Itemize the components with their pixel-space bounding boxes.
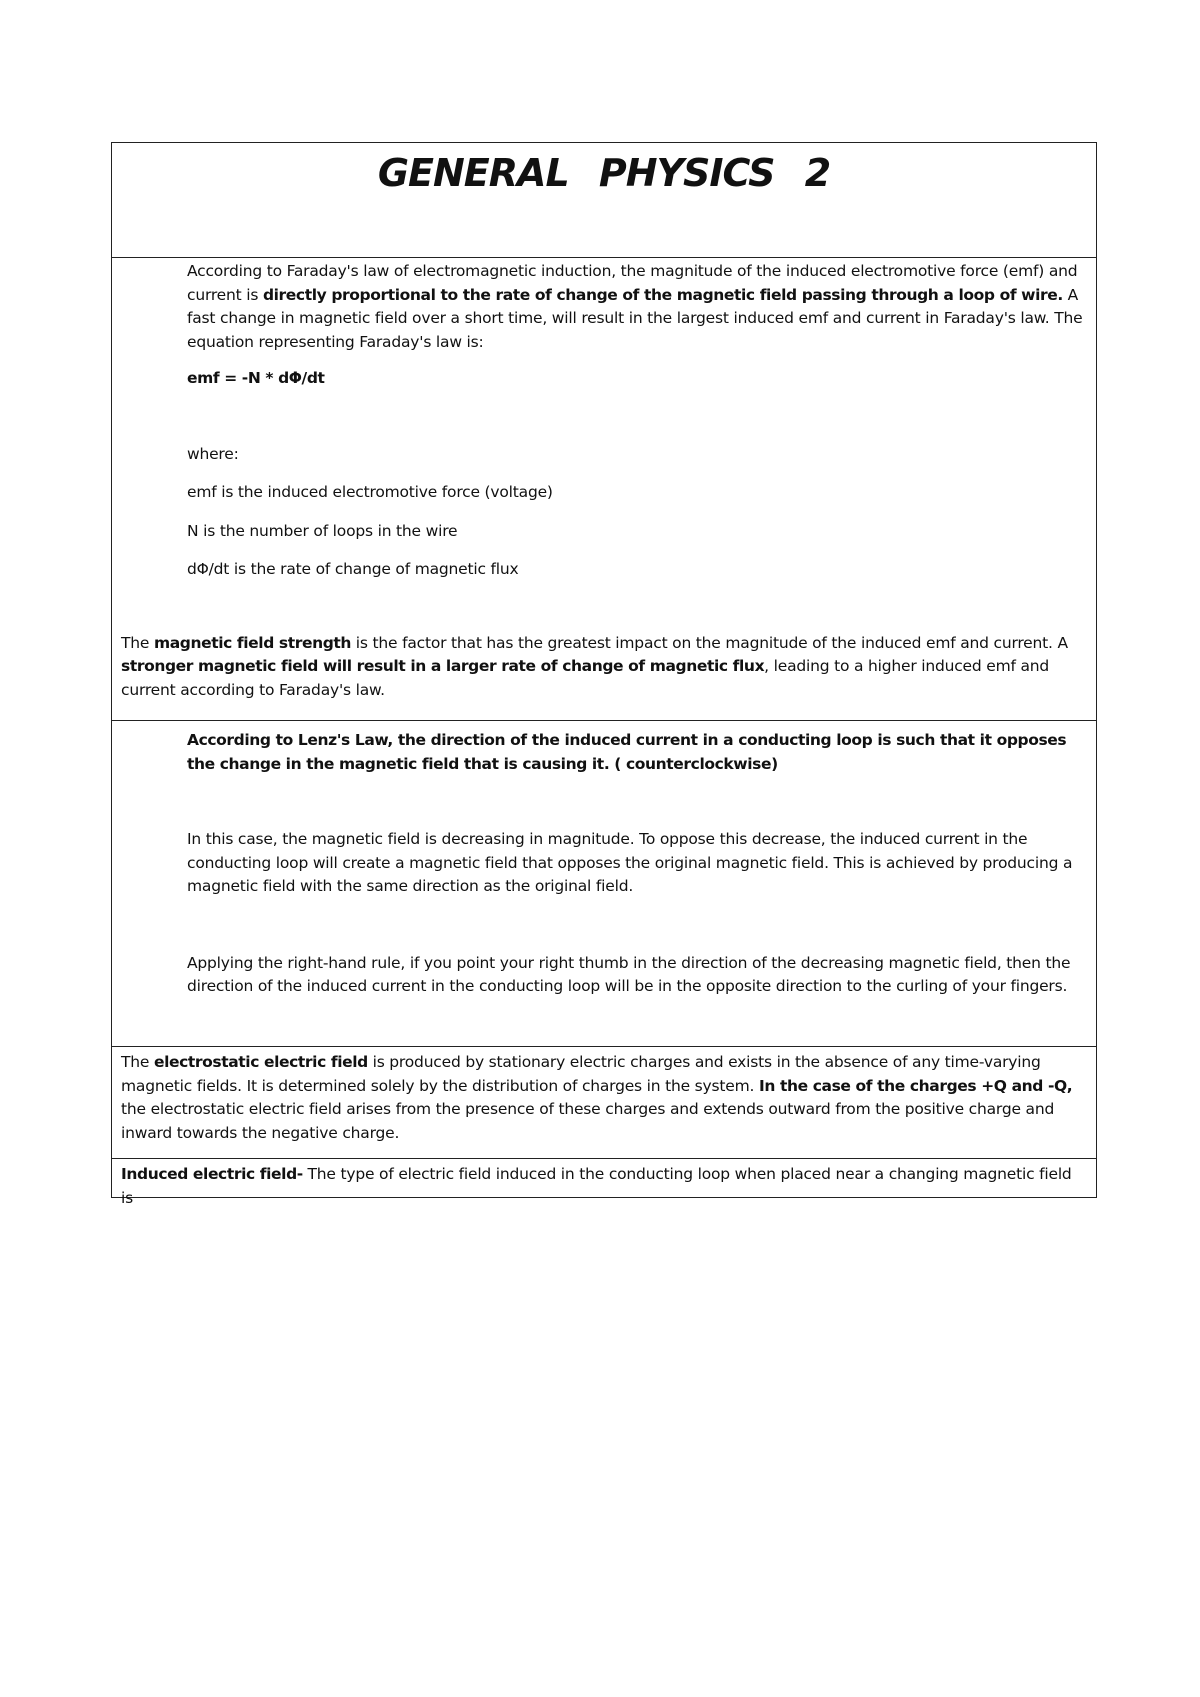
page-title: GENERAL PHYSICS 2 <box>377 151 831 195</box>
lenz-section <box>112 721 1096 1047</box>
induced-section <box>112 1159 1096 1207</box>
induced-bold: Induced electric field- <box>121 1165 303 1183</box>
title-row <box>112 143 1096 258</box>
field-strength-paragraph <box>112 632 1096 703</box>
faraday-equation <box>112 367 1096 391</box>
strength-bold-2: stronger magnetic field will result in a larger rate of change of magnetic flux <box>121 657 765 675</box>
induced-text: The type of electric field induced in the conducting loop when placed near a changing magnetic field is <box>121 1165 1072 1207</box>
electrostatic-text-1: The <box>121 1053 154 1071</box>
strength-bold-1: magnetic field strength <box>153 633 352 652</box>
definition-flux: dΦ/dt is the rate of change of magnetic flux <box>187 560 519 578</box>
lenz-statement-bold: According to Lenz's Law, the direction of the induced current in a conducting loop is such that it opposes the change in the magnetic field that is causing it. ( counterclockwise) <box>187 731 1067 773</box>
electrostatic-section <box>112 1047 1096 1159</box>
definition-n: N is the number of loops in the wire <box>187 521 458 540</box>
strength-text-2: is the factor that has the greatest impact on the magnitude of the induced emf and current. A <box>351 633 1068 652</box>
electrostatic-text-2: is produced by stationary electric charges and exists in the absence of any time-varying magnetic fields. It is determined solely by the distribution of charges in the system. <box>121 1053 1041 1095</box>
answer-table <box>111 142 1097 1207</box>
faraday-intro <box>112 260 1096 354</box>
electrostatic-bold-2: In the case of the charges +Q and -Q, <box>758 1076 1073 1095</box>
strength-text-1: The <box>121 633 154 652</box>
electrostatic-bold-1: electrostatic electric field <box>153 1053 368 1071</box>
electrostatic-text-3: the electrostatic electric field arises from the presence of these charges and extends outward from the positive charge and inward towards the negative charge. <box>121 1100 1055 1142</box>
strength-text-3: , leading to a higher induced emf and current according to Faraday's law. <box>121 657 1050 699</box>
faraday-intro-text-1: According to Faraday's law of electromagnetic induction, the magnitude of the induced electromotive force (emf) and current is <box>187 262 1078 304</box>
faraday-section <box>112 258 1096 721</box>
faraday-equation-text: emf = -N * dΦ/dt <box>187 369 325 387</box>
faraday-intro-text-2: A fast change in magnetic field over a short time, will result in the largest induced emf and current in Faraday's law. The equation representing Faraday's law is: <box>187 285 1083 351</box>
definition-emf: emf is the induced electromotive force (voltage) <box>187 483 553 501</box>
electrostatic-paragraph <box>112 1051 1096 1145</box>
where-label: where: <box>187 444 239 463</box>
lenz-right-hand-rule: Applying the right-hand rule, if you point your right thumb in the direction of the decreasing magnetic field, then the direction of the induced current in the conducting loop will be in the opposite direction to the curling of your fingers. <box>187 953 1071 995</box>
faraday-intro-bold: directly proportional to the rate of change of the magnetic field passing through a loop of wire. <box>262 285 1063 304</box>
induced-paragraph <box>112 1163 1096 1210</box>
lenz-statement <box>112 729 1096 776</box>
lenz-case: In this case, the magnetic field is decreasing in magnitude. To oppose this decrease, the induced current in the conducting loop will create a magnetic field that opposes the original magnetic field. This is achieved by producing a magnetic field with the same direction as the original field. <box>187 830 1073 895</box>
